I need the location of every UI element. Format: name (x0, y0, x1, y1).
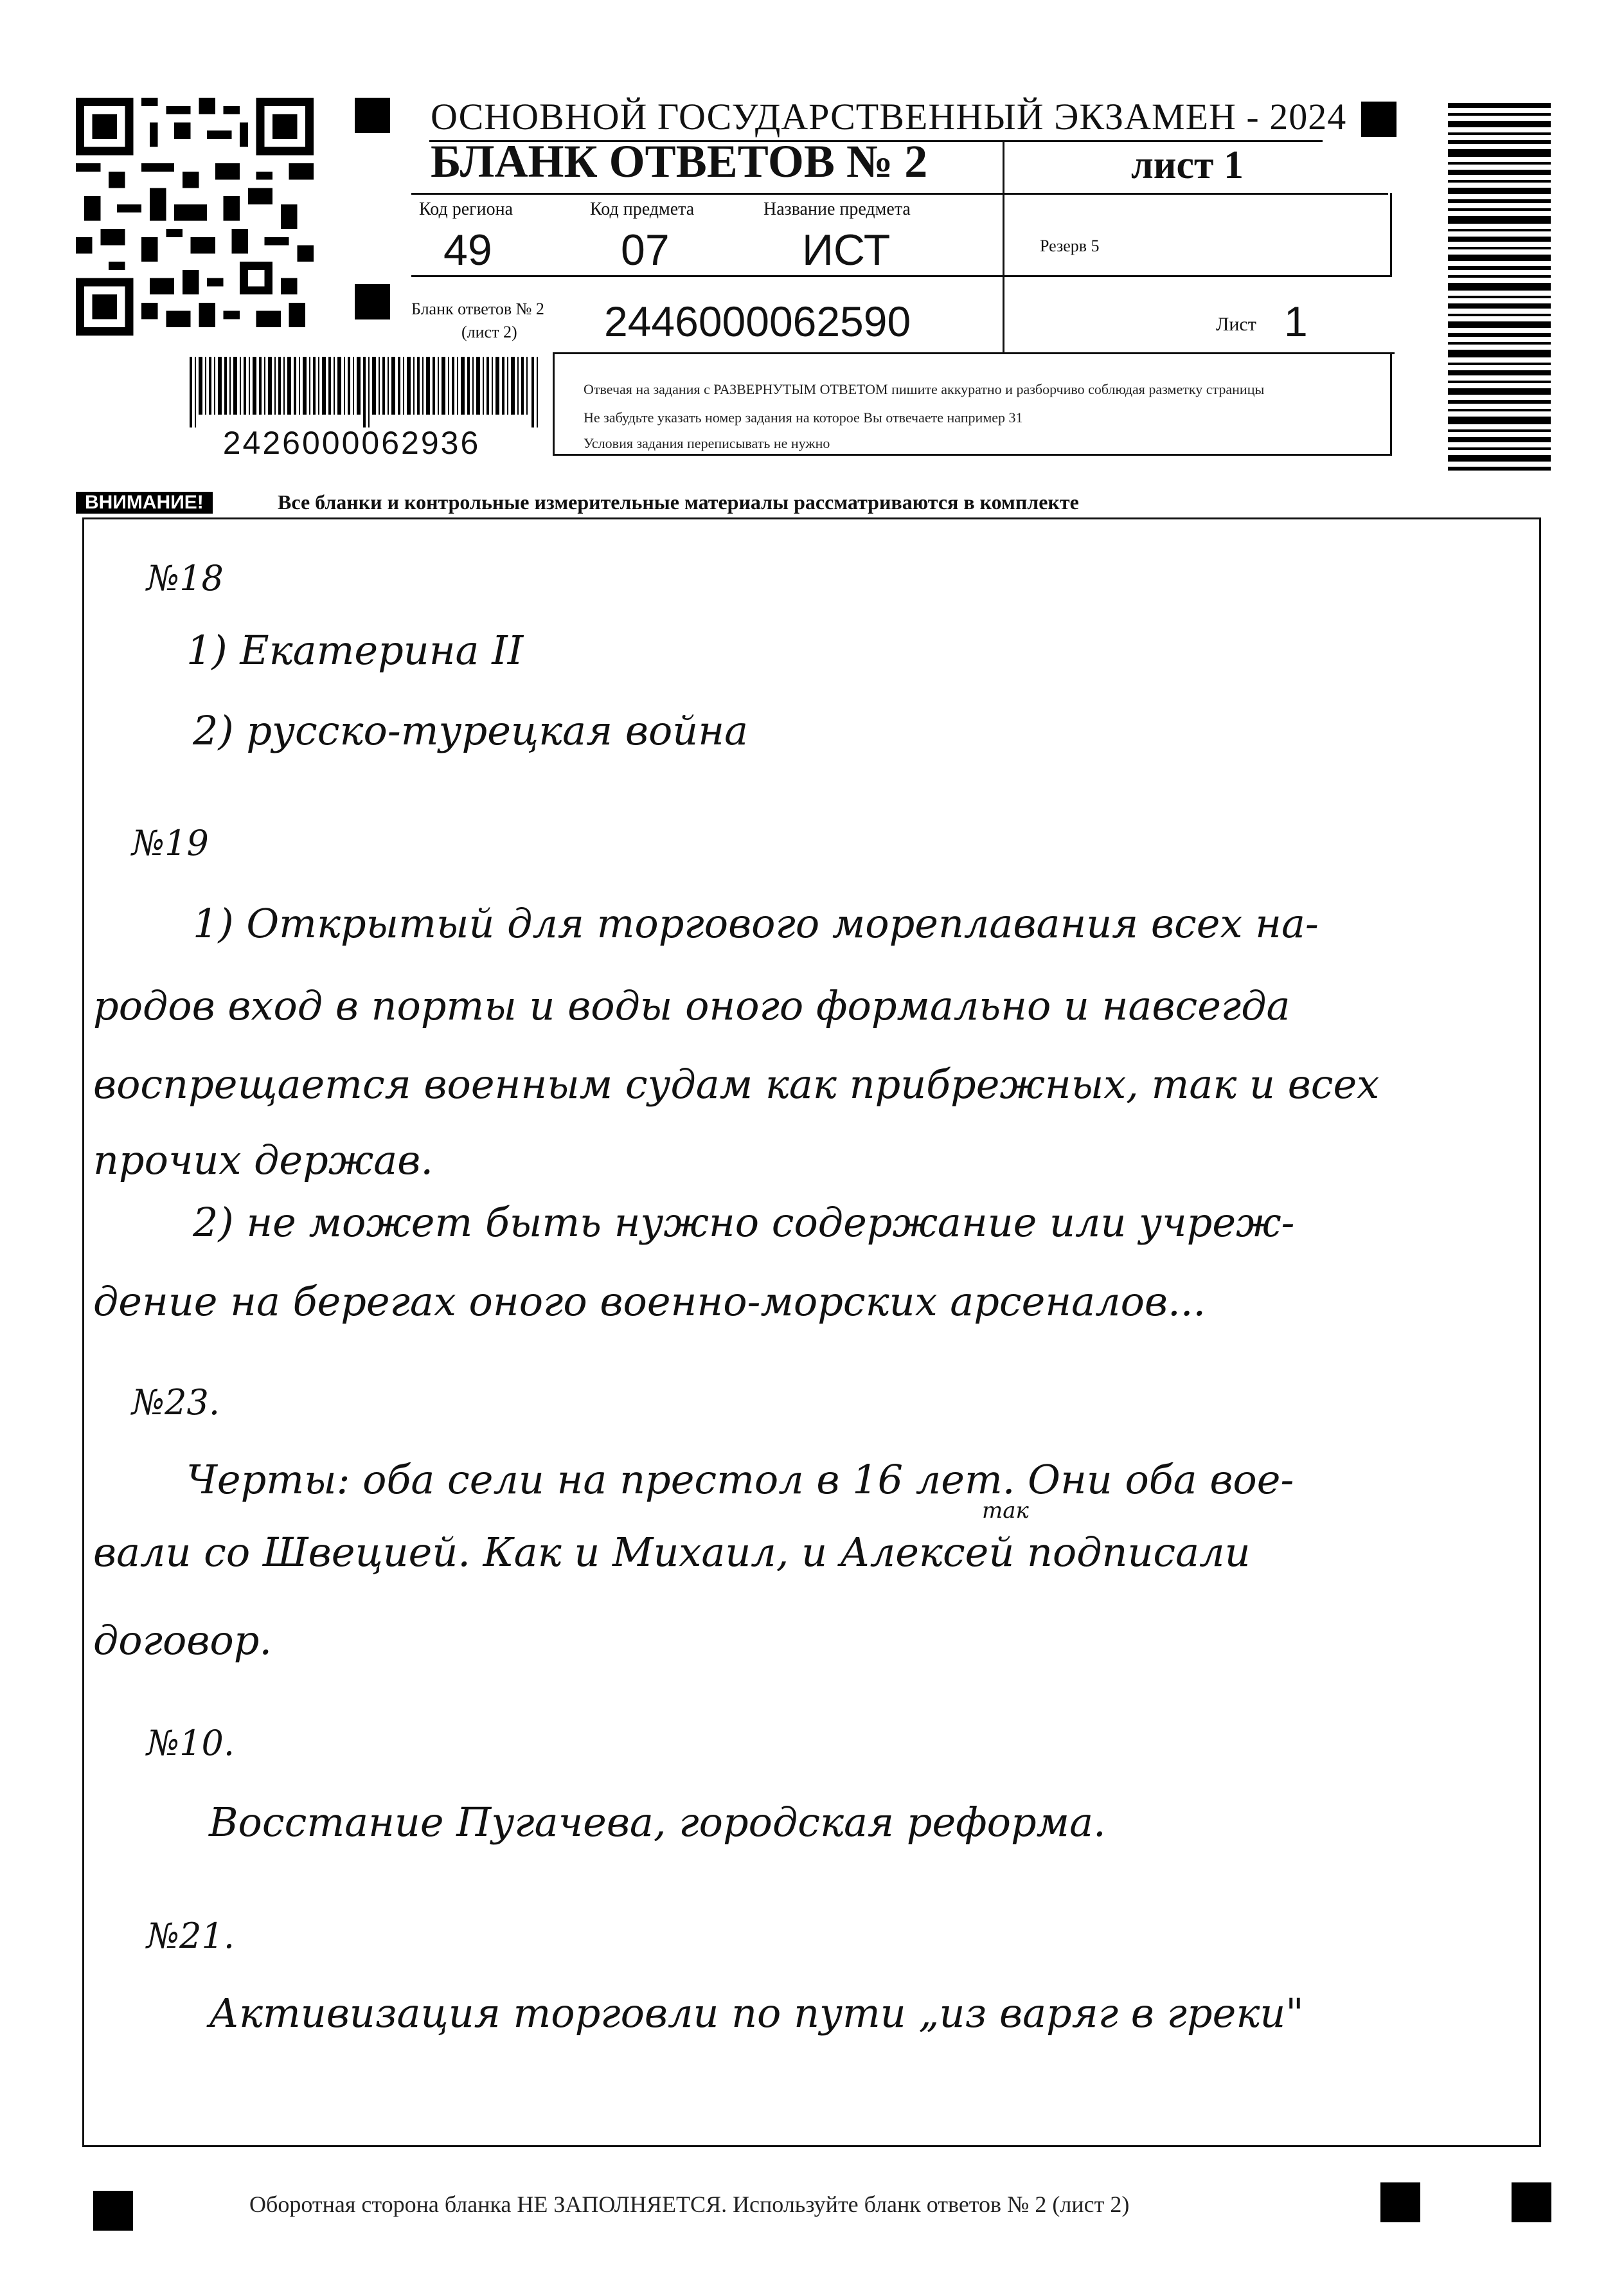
form-title: БЛАНК ОТВЕТОВ № 2 (431, 136, 928, 187)
instruction-line: Отвечая на задания с РАЗВЕРНУТЫМ ОТВЕТОМ пишите аккуратно и разборчиво соблюдая разметку страницы (584, 381, 1265, 397)
answer-line: 1) Екатерина II (186, 627, 524, 674)
region-label: Код региона (419, 199, 513, 219)
registration-marker (355, 284, 390, 319)
answer-line: 2) не может быть нужно содержание или учреж- (193, 1199, 1295, 1246)
answer-line: 2) русско-турецкая война (193, 707, 749, 754)
region-value: 49 (443, 226, 492, 274)
answer-label: №18 (147, 558, 224, 598)
answer-line: 1) Открытый для торгового мореплавания всех на- (193, 900, 1319, 947)
registration-marker (1380, 2182, 1420, 2222)
answer-insert: так (982, 1498, 1029, 1524)
answer-line: дение на берегах оного военно-морских арсеналов... (93, 1278, 1206, 1325)
answer-line: родов вход в порты и воды оного формально и навсегда (93, 982, 1290, 1029)
footer-note: Оборотная сторона бланка НЕ ЗАПОЛНЯЕТСЯ. Используйте бланк ответов № 2 (лист 2) (249, 2191, 1130, 2217)
form-barcode (190, 357, 540, 427)
registration-marker (1361, 102, 1396, 137)
registration-marker (355, 98, 390, 133)
divider (1003, 275, 1392, 277)
divider (553, 352, 555, 455)
answer-line: вали со Швецией. Как и Михаил, и Алексей подписали (93, 1529, 1251, 1576)
sheet-title: лист 1 (1131, 143, 1244, 187)
sheet-label: Лист (1216, 314, 1256, 335)
answer-area (82, 517, 1541, 2147)
barcode-number: 2426000062936 (222, 425, 481, 461)
subject-code-value: 07 (621, 226, 670, 274)
answer-line: Активизация торговли по пути „из варяг в греки" (209, 1990, 1304, 2037)
instruction-line: Условия задания переписывать не нужно (584, 435, 830, 451)
registration-marker (93, 2191, 133, 2231)
divider (1390, 193, 1392, 276)
instruction-line: Не забудьте указать номер задания на которое Вы отвечаете например 31 (584, 409, 1023, 426)
answer-label: №23. (132, 1382, 220, 1423)
warning-text: Все бланки и контрольные измерительные материалы рассматриваются в комплекте (278, 490, 1079, 514)
divider (1003, 193, 1388, 195)
warning-badge: ВНИМАНИЕ! (76, 492, 213, 514)
divider (1390, 352, 1392, 455)
answer-line: Черты: оба сели на престол в 16 лет. Они оба вое- (186, 1456, 1294, 1503)
answer-line: воспрещается военным судам как прибрежных, так и всех (93, 1061, 1380, 1108)
form-number: 2446000062590 (604, 298, 911, 345)
answer-label: №10. (147, 1723, 235, 1763)
divider (411, 193, 1003, 195)
form-ref-sublabel: (лист 2) (461, 323, 517, 341)
sheet-number: 1 (1284, 298, 1308, 345)
answer-line: прочих держав. (93, 1137, 434, 1183)
exam-title: ОСНОВНОЙ ГОСУДАРСТВЕННЫЙ ЭКЗАМЕН - 2024 (431, 96, 1347, 138)
divider (553, 352, 1395, 354)
answer-line: Восстание Пугачева, городская реформа. (209, 1799, 1106, 1846)
side-barcode (1448, 103, 1551, 476)
reserve-label: Резерв 5 (1040, 237, 1100, 255)
divider (1003, 140, 1004, 352)
subject-code-label: Код предмета (590, 199, 695, 219)
form-ref-label: Бланк ответов № 2 (411, 300, 544, 318)
answer-label: №19 (132, 823, 209, 863)
answer-line: договор. (93, 1617, 272, 1664)
qr-code (76, 98, 314, 336)
registration-marker (1512, 2182, 1551, 2222)
divider (411, 275, 1003, 277)
answer-label: №21. (147, 1916, 235, 1956)
subject-name-value: ИСТ (802, 226, 891, 274)
subject-name-label: Название предмета (763, 199, 911, 219)
divider (553, 454, 1392, 456)
